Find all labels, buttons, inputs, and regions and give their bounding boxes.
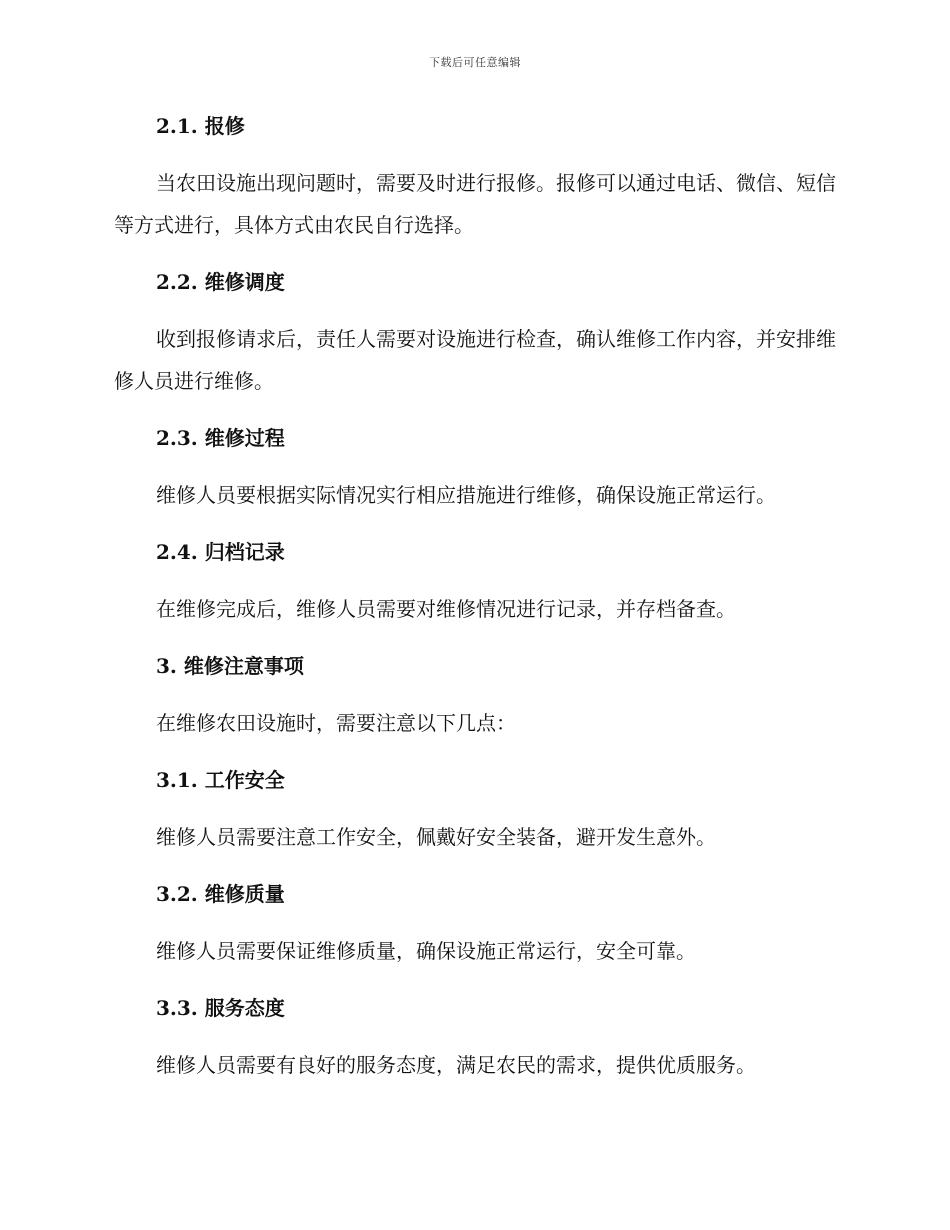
section-body-3-3: 维修人员需要有良好的服务态度，满足农民的需求，提供优质服务。 [156,1053,756,1077]
section-body-2-2: 收到报修请求后，责任人需要对设施进行检查，确认维修工作内容，并安排维修人员进行维修。 [114,327,836,393]
section-body-3-1: 维修人员需要注意工作安全，佩戴好安全装备，避开发生意外。 [156,825,716,849]
document-body [114,108,836,1086]
section-body-3-2: 维修人员需要保证维修质量，确保设施正常运行，安全可靠。 [156,939,696,963]
section-body-2-4: 在维修完成后，维修人员需要对维修情况进行记录，并存档备查。 [156,597,736,621]
section-heading-2-4: 2.4. 归档记录 [156,540,285,564]
section-body-3: 在维修农田设施时，需要注意以下几点： [156,711,516,735]
section-heading-2-1: 2.1. 报修 [156,114,245,138]
section-heading-3: 3. 维修注意事项 [156,654,304,678]
section-body-2-3: 维修人员要根据实际情况实行相应措施进行维修，确保设施正常运行。 [156,483,776,507]
section-heading-3-1: 3.1. 工作安全 [156,768,285,792]
page-header: 下载后可任意编辑 [429,56,521,69]
section-heading-3-2: 3.2. 维修质量 [156,882,285,906]
section-heading-2-3: 2.3. 维修过程 [156,426,285,450]
section-body-2-1: 当农田设施出现问题时，需要及时进行报修。报修可以通过电话、微信、短信等方式进行，具体方式由农民自行选择。 [114,171,836,237]
section-heading-2-2: 2.2. 维修调度 [156,270,285,294]
section-heading-3-3: 3.3. 服务态度 [156,996,285,1020]
